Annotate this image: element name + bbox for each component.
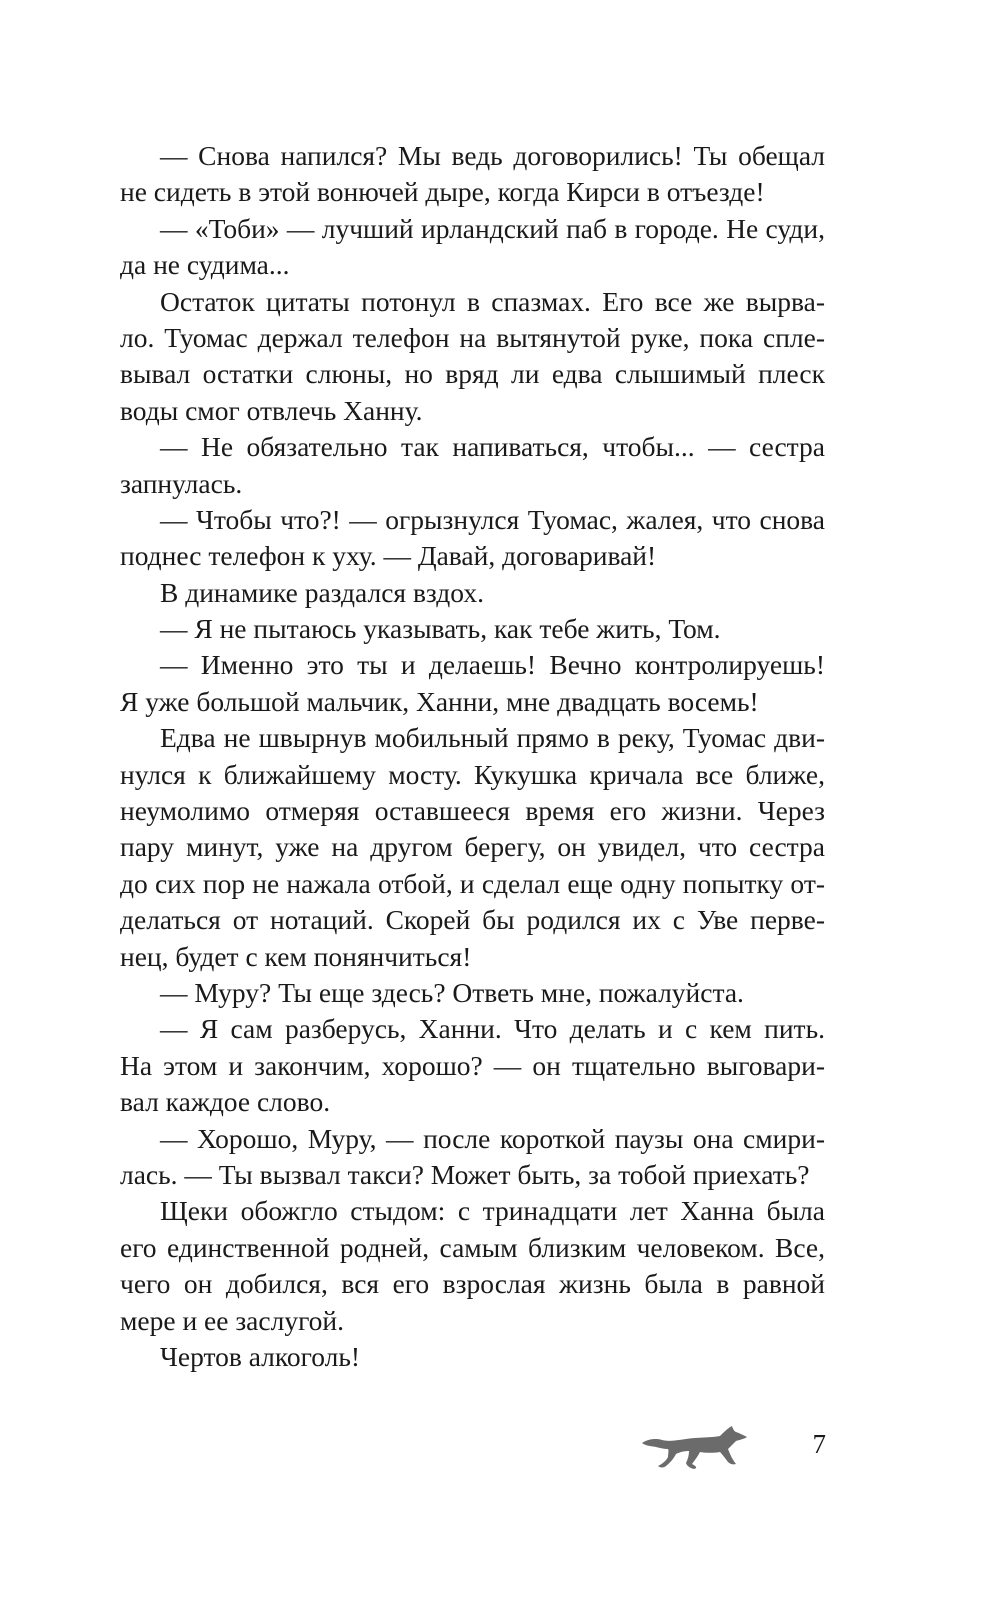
- text-line: Едва не швырнув мобильный прямо в реку, Туомас дви-: [160, 722, 825, 754]
- text-line: чего он добился, вся его взрослая жизнь была в равной: [120, 1268, 825, 1300]
- text-line: — Муру? Ты еще здесь? Ответь мне, пожалуйста.: [160, 976, 744, 1008]
- text-line: — Именно это ты и делаешь! Вечно контролируешь!: [160, 649, 825, 681]
- text-line: — Я сам разберусь, Ханни. Что делать и с кем пить.: [160, 1013, 825, 1045]
- text-line: до сих пор не нажала отбой, и сделал еще одну попытку от-: [120, 867, 825, 899]
- page-number: 7: [812, 1429, 826, 1459]
- text-line: вывал остатки слюны, но вряд ли едва слышимый плеск: [120, 358, 825, 390]
- text-line: лась. — Ты вызвал такси? Может быть, за тобой приехать?: [120, 1158, 810, 1190]
- text-line: нец, будет с кем понянчиться!: [120, 940, 472, 972]
- text-line: пару минут, уже на другом берегу, он увидел, что сестра: [120, 831, 825, 863]
- text-line: Чертов алкоголь!: [160, 1340, 361, 1372]
- text-line: — Чтобы что?! — огрызнулся Туомас, жалея, что снова: [160, 503, 825, 535]
- text-line: вал каждое слово.: [120, 1086, 331, 1118]
- text-line: не сидеть в этой вонючей дыре, когда Кирси в отъезде!: [120, 176, 765, 208]
- text-line: — Не обязательно так напиваться, чтобы... — сестра: [160, 431, 825, 463]
- text-line: Щеки обожгло стыдом: с тринадцати лет Ханна была: [160, 1195, 825, 1227]
- text-line: Я уже большой мальчик, Ханни, мне двадцать восемь!: [120, 685, 759, 717]
- text-line: Остаток цитаты потонул в спазмах. Его все же вырва-: [160, 285, 825, 317]
- text-line: да не судима...: [120, 249, 290, 281]
- text-line: запнулась.: [120, 467, 243, 499]
- text-line: — «Тоби» — лучший ирландский паб в городе. Не суди,: [160, 212, 825, 244]
- text-line: ло. Туомас держал телефон на вытянутой руке, пока спле-: [120, 321, 825, 353]
- text-line: В динамике раздался вздох.: [160, 576, 484, 608]
- body-text: [120, 138, 825, 1375]
- text-line: его единственной родней, самым близким человеком. Все,: [120, 1231, 825, 1263]
- text-line: — Я не пытаюсь указывать, как тебе жить, Том.: [160, 613, 721, 645]
- text-line: — Хорошо, Муру, — после короткой паузы она смири-: [160, 1122, 825, 1154]
- text-line: делаться от нотаций. Скорей бы родился их с Уве перве-: [120, 904, 825, 936]
- wolf-icon: [640, 1424, 750, 1470]
- text-line: воды смог отвлечь Ханну.: [120, 394, 423, 426]
- text-line: поднес телефон к уху. — Давай, договаривай!: [120, 540, 657, 572]
- text-line: На этом и закончим, хорошо? — он тщательно выговари-: [120, 1049, 825, 1081]
- text-line: — Снова напился? Мы ведь договорились! Ты обещал: [160, 140, 825, 171]
- text-line: мере и ее заслугой.: [120, 1304, 345, 1336]
- text-line: нулся к ближайшему мосту. Кукушка кричала все ближе,: [120, 758, 825, 790]
- text-line: неумолимо отмеряя оставшееся время его жизни. Через: [120, 795, 825, 827]
